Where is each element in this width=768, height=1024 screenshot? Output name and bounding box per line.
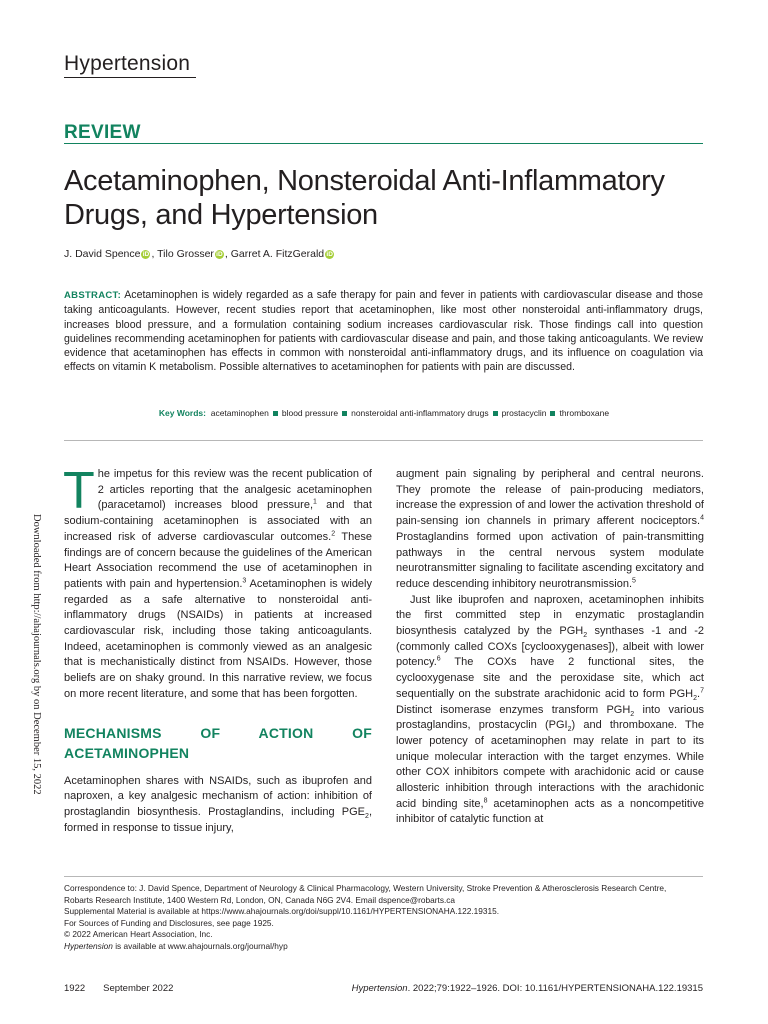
square-bullet-icon	[273, 411, 278, 416]
page-footer	[64, 983, 703, 994]
page-number: 1922	[64, 983, 86, 994]
citation: Hypertension. 2022;79:1922–1926. DOI: 10.1161/HYPERTENSIONAHA.122.19315	[351, 983, 703, 994]
supplemental-link[interactable]: Supplemental Material is available at https://www.ahajournals.org/doi/suppl/10.1161/HYPERTENSIONAHA.122.19315.	[64, 906, 500, 916]
abstract-label: ABSTRACT:	[64, 290, 122, 301]
keyword[interactable]: prostacyclin	[501, 408, 547, 418]
download-watermark: Downloaded from http://ahajournals.org by on December 15, 2022	[31, 514, 42, 795]
author-list: J. David Spence iD , Tilo Grosser iD , Garret A. FitzGerald iD	[64, 248, 333, 260]
body-column-right	[396, 467, 704, 828]
keywords	[0, 408, 768, 418]
drop-cap: T	[63, 462, 95, 520]
journal-underline	[64, 77, 196, 78]
body-column-left	[63, 462, 372, 836]
body-paragraph: augment pain signaling by peripheral and central neurons. They promote the release of pain-producing mediators, increase the expression of and lower the activation threshold of pain-sensing ion channels in primary afferent nociceptors.$^4$ Prostaglandins formed upon activation of pain-transmitting pathways in the central nervous system modulate neurotransmitter signaling to facilitate ascending excitatory and reduce descending inhibitory neurotransmission.$^5$	[396, 468, 704, 590]
funding-note: For Sources of Funding and Disclosures, see page 1925.	[64, 917, 274, 928]
keyword[interactable]: thromboxane	[559, 408, 610, 418]
body-paragraph: Acetaminophen shares with NSAIDs, such as ibuprofen and naproxen, a key analgesic mechanism of action: inhibition of prostaglandin biosynthesis. Prostaglandins, including $PGE_2$, formed in response to tissue injury,	[64, 774, 372, 834]
square-bullet-icon	[550, 411, 555, 416]
correspondence-block	[64, 883, 714, 952]
author-name[interactable]: J. David Spence	[64, 248, 141, 260]
copyright-note: © 2022 American Heart Association, Inc.	[64, 929, 213, 939]
orcid-icon[interactable]: iD	[216, 250, 223, 258]
orcid-icon[interactable]: iD	[142, 250, 150, 258]
section-rule	[64, 143, 703, 144]
issue-date: September 2022	[103, 983, 174, 994]
section-heading: MECHANISMS OF ACTION OF ACETAMINOPHEN	[64, 724, 372, 761]
author-name[interactable]: Garret A. FitzGerald	[230, 248, 325, 260]
body-paragraph: The impetus for this review was the recent publication of 2 articles reporting that the analgesic acetaminophen (paracetamol) increases blood pressure,$^1$ and that sodium-containing acetaminophen is associated with an increased risk of adverse cardiovascular outcomes.$^2$ These findings are of concern because the guidelines of the American Heart Association recommend the use of acetaminophen in patients with pain and hypertension.$^3$ Acetaminophen is widely regarded as a safe alternative to nonsteroidal anti-inflammatory drugs (NSAIDs) in patients at increased cardiovascular risk, including those taking anticoagulants. Indeed, acetaminophen is commonly viewed as an analgesic that is mechanistically distinct from NSAIDs. However, those beliefs are on shaky ground. In this narrative review, we focus on more recent literature, and some that has been forgotten.	[63, 462, 372, 700]
square-bullet-icon	[493, 411, 498, 416]
keyword[interactable]: acetaminophen	[210, 408, 269, 418]
abstract-divider	[64, 440, 703, 441]
article-title: Acetaminophen, Nonsteroidal Anti-Inflammatory Drugs, and Hypertension	[64, 165, 665, 231]
journal-link[interactable]: Hypertension is available at www.ahajournals.org/journal/hyp	[64, 940, 288, 951]
keywords-label: Key Words:	[158, 408, 206, 418]
author-name[interactable]: Tilo Grosser	[157, 248, 214, 260]
correspondence-line: Correspondence to: J. David Spence, Department of Neurology & Clinical Pharmacology, Western University, Stroke Prevention & Atherosclerosis Research Centre,	[64, 883, 667, 893]
keyword[interactable]: nonsteroidal anti-inflammatory drugs	[351, 408, 489, 418]
section-label: REVIEW	[64, 122, 141, 143]
square-bullet-icon	[342, 411, 347, 416]
orcid-icon[interactable]: iD	[326, 250, 333, 258]
correspondence-line: Robarts Research Institute, 1400 Western Rd, London, ON, Canada N6G 2V4. Email dspence@robarts.ca	[64, 894, 456, 905]
abstract	[64, 288, 703, 375]
keyword[interactable]: blood pressure	[281, 408, 339, 418]
abstract-text: Acetaminophen is widely regarded as a safe therapy for pain and fever in patients with cardiovascular disease and those taking anticoagulants. However, recent studies report that acetaminophen, like most other nonsteroidal anti-inflammatory drugs, increases blood pressure, and a formulation containing sodium increases cardiovascular risk. Those findings call into question guidelines recommending acetaminophen for patients with cardiovascular disease and pain, and those taking anticoagulants. We review evidence that acetaminophen has effects in common with nonsteroidal anti-inflammatory drugs, and its influence on coagulation via effects on vitamin K metabolism. Possible alternatives to acetaminophen for patients with pain are discussed.	[64, 289, 703, 374]
footnote-rule	[64, 876, 703, 877]
journal-name: Hypertension	[64, 52, 191, 75]
body-paragraph: Just like ibuprofen and naproxen, acetaminophen inhibits the first committed step in enzymatic prostaglandin biosynthesis catalyzed by the $PGH_2$ synthases -1 and -2 (commonly called COXs [cyclooxygenases]), albeit with lower potency.$^6$ The COXs have 2 functional sites, the cyclooxygenase site and the peroxidase site, which act sequentially on the substrate arachidonic acid to form $PGH_2.^7$ Distinct isomerase enzymes transform $PGH_2$ into various prostaglandins, prostacyclin $(PGI_2)$ and thromboxane. The lower potency of acetaminophen may relate in part to its unique molecular interaction with the target enzymes. While other COX inhibitors compete with arachidonic acid or cause allosteric inhibition through interactions with the arachidonic acid binding site,$^8$ acetaminophen acts as a noncompetitive inhibitor of catalytic function at	[396, 593, 704, 826]
